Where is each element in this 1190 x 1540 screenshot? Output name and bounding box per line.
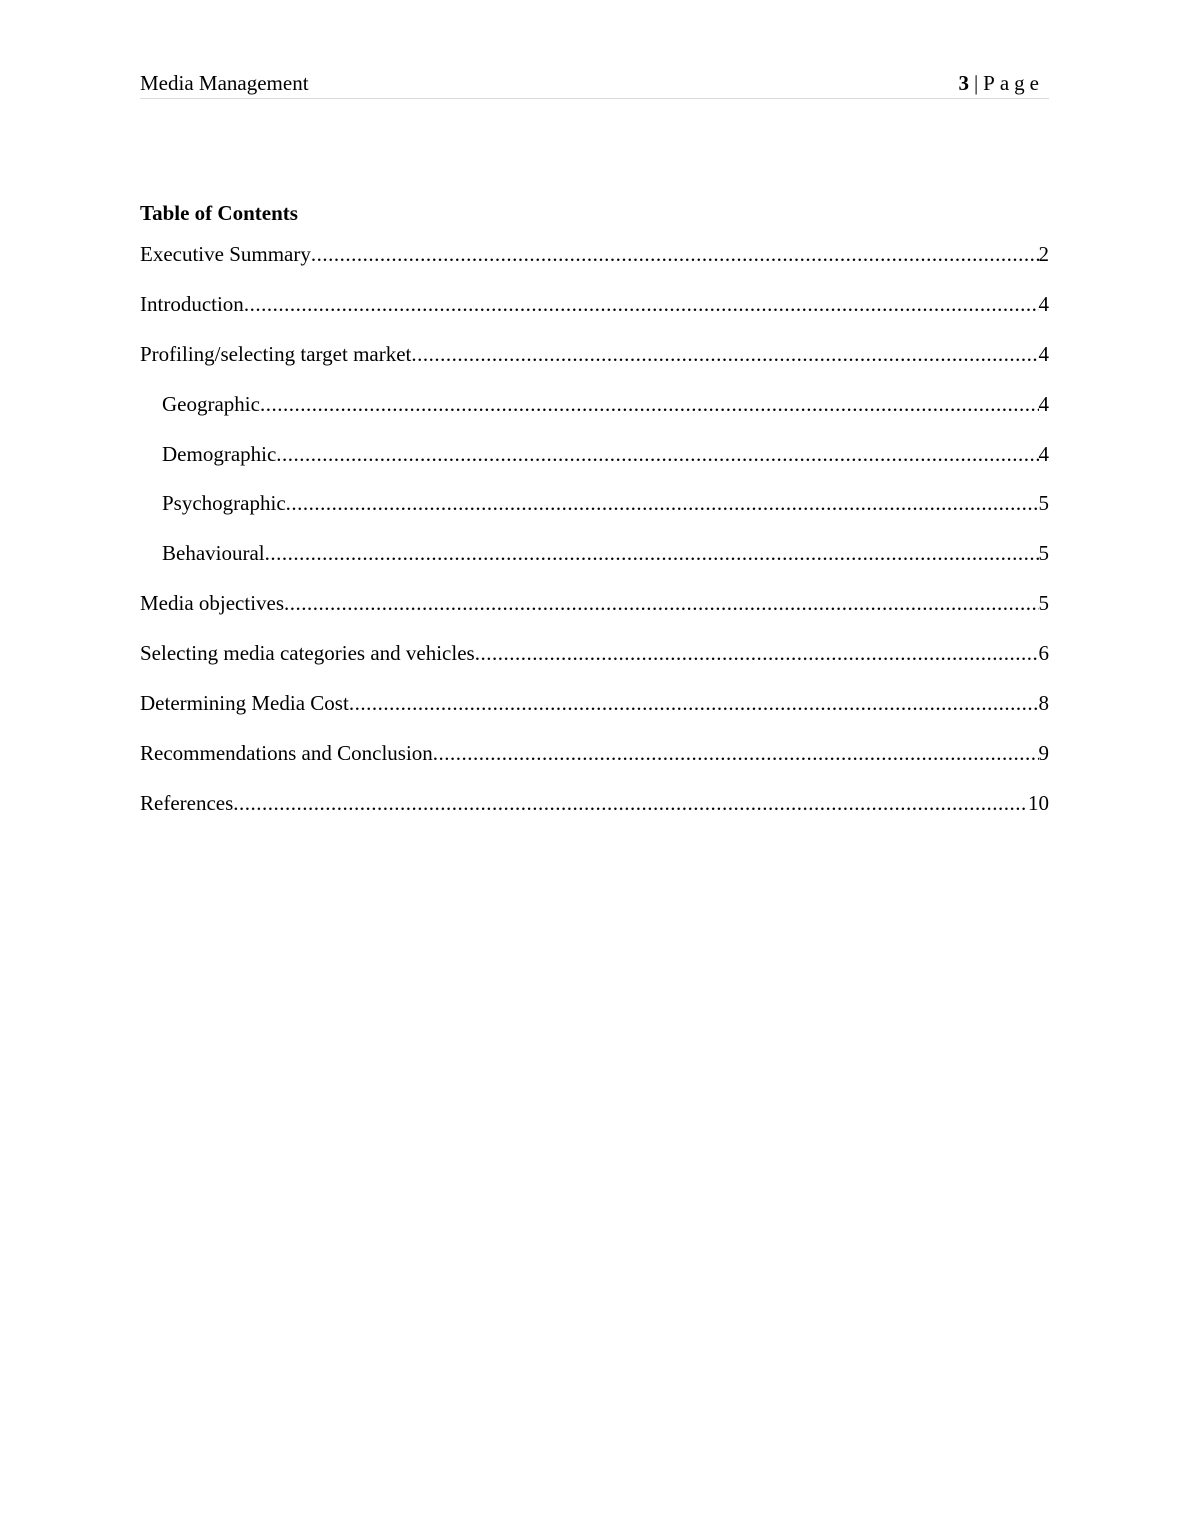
toc-entry-profiling-target-market[interactable] (140, 340, 1049, 390)
toc-entry-references[interactable] (140, 789, 1049, 839)
toc-entry-label: Behavioural (162, 541, 265, 566)
toc-entry-demographic[interactable] (140, 440, 1049, 490)
toc-entry-label: Determining Media Cost (140, 691, 349, 716)
toc-entry-page: 9 (1038, 740, 1049, 765)
toc-dot-leader (311, 240, 1039, 268)
toc-entry-geographic[interactable] (140, 390, 1049, 440)
toc-entry-label: Demographic (162, 441, 277, 466)
toc-entry-page: 2 (1038, 242, 1049, 266)
toc-entry-behavioural[interactable] (140, 539, 1049, 589)
toc-entry-label: Geographic (162, 391, 260, 416)
toc-list (140, 240, 1049, 839)
toc-heading: Table of Contents (140, 201, 298, 225)
toc-entry-page: 6 (1038, 641, 1049, 666)
header-page-number: 3 (958, 71, 969, 95)
header-page-word: Page (983, 71, 1044, 95)
toc-entry-label: Executive Summary (140, 242, 311, 266)
toc-entry-page: 4 (1038, 441, 1049, 466)
toc-entry-page: 5 (1038, 591, 1049, 616)
header-title: Media Management (140, 71, 309, 95)
toc-entry-introduction[interactable] (140, 290, 1049, 340)
toc-dot-leader (244, 290, 1039, 318)
toc-entry-page: 4 (1038, 341, 1049, 366)
toc-dot-leader (433, 739, 1039, 767)
toc-entry-recommendations[interactable] (140, 739, 1049, 789)
toc-dot-leader (349, 689, 1039, 717)
toc-entry-label: Introduction (140, 291, 244, 316)
toc-dot-leader (411, 340, 1038, 368)
toc-entry-page: 5 (1038, 491, 1049, 516)
toc-entry-page: 5 (1038, 541, 1049, 566)
toc-entry-label: Profiling/selecting target market (140, 341, 412, 366)
toc-entry-psychographic[interactable] (140, 489, 1049, 539)
header-separator: | (973, 71, 979, 95)
toc-entry-page: 4 (1038, 391, 1049, 416)
toc-entry-label: Selecting media categories and vehicles (140, 641, 475, 666)
toc-entry-selecting-media[interactable] (140, 639, 1049, 689)
toc-dot-leader (265, 539, 1039, 567)
page-header (140, 70, 1049, 99)
header-page-indicator (958, 70, 1044, 97)
toc-entry-media-cost[interactable] (140, 689, 1049, 739)
toc-entry-media-objectives[interactable] (140, 589, 1049, 639)
toc-entry-page: 10 (1028, 790, 1049, 815)
toc-entry-label: Recommendations and Conclusion (140, 740, 433, 765)
toc-dot-leader (286, 489, 1039, 517)
toc-dot-leader (284, 589, 1038, 617)
toc-dot-leader (276, 440, 1038, 468)
toc-entry-page: 8 (1038, 691, 1049, 716)
toc-entry-label: References (140, 790, 234, 815)
toc-dot-leader (260, 390, 1039, 418)
toc-entry-label: Media objectives (140, 591, 285, 616)
toc-entry-executive-summary[interactable] (140, 240, 1049, 290)
toc-dot-leader (475, 639, 1039, 667)
toc-entry-page: 4 (1038, 291, 1049, 316)
toc-dot-leader (233, 789, 1028, 817)
toc-entry-label: Psychographic (162, 491, 286, 516)
